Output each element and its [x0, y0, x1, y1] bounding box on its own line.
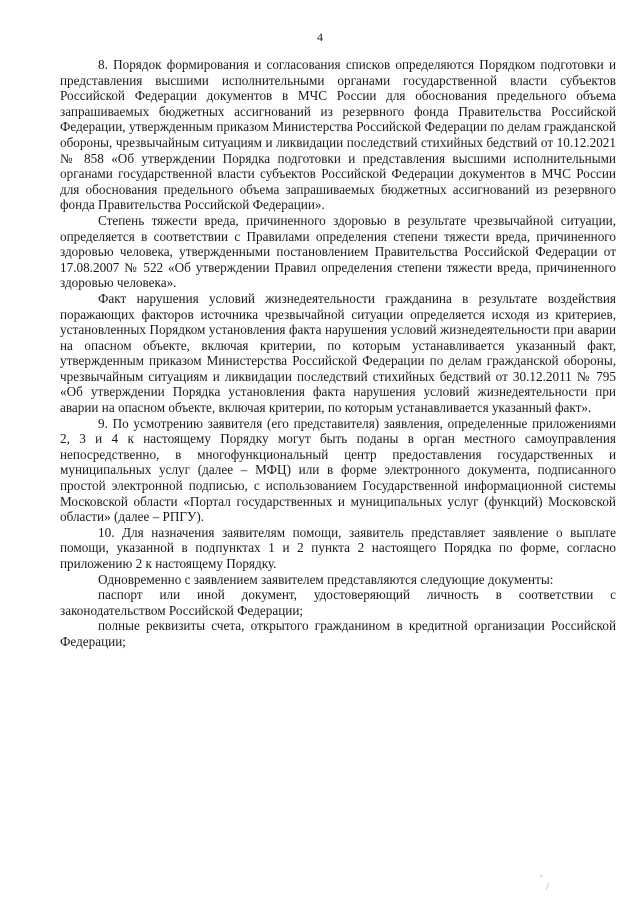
paragraph-10-application: 10. Для назначения заявителям помощи, заявитель представляет заявление о выплате помощи, указанной в подпунктах 1 и 2 пункта 2 настоящего Порядка по форме, согласно приложению 2 к настоящему Порядку.	[60, 524, 616, 571]
scan-mark: ,	[540, 868, 543, 879]
document-body	[60, 57, 616, 650]
list-item-passport: паспорт или иной документ, удостоверяющий личность в соответствии с законодательством Российской Федерации;	[60, 587, 616, 618]
paragraph-9-submission: 9. По усмотрению заявителя (его представителя) заявления, определенные приложениями 2, 3 и 4 к настоящему Порядку могут быть поданы в орган местного самоуправления непосредственно, в многофункциональный центр предоставления государственных и муниципальных услуг (далее – МФЦ) или в форме электронного документа, подписанного простой электронной подписью, с использованием Государственной информационной системы Московской области «Портал государственных и муниципальных услуг (функций) Московской области» (далее – РПГУ).	[60, 415, 616, 525]
list-item-bank-account: полные реквизиты счета, открытого гражданином в кредитной организации Российской Федерации;	[60, 618, 616, 649]
paragraph-living-conditions: Факт нарушения условий жизнедеятельности гражданина в результате воздействия поражающих факторов источника чрезвычайной ситуации определяется исходя из критериев, установленных Порядком установления факта нарушения условий жизнедеятельности при аварии на опасном объекте, включая критерии, по которым устанавливается указанный факт, утвержденным приказом Министерства Российской Федерации по делам гражданской обороны, чрезвычайным ситуациям и ликвидации последствий стихийных бедствий от 30.12.2011 № 795 «Об утверждении Порядка установления факта нарушения условий жизнедеятельности при аварии на опасном объекте, включая критерии, по которым устанавливается указанный факт».	[60, 290, 616, 416]
scan-mark: /	[546, 882, 549, 893]
paragraph-documents-intro: Одновременно с заявлением заявителем представляются следующие документы:	[98, 571, 554, 587]
page-number: 4	[317, 30, 323, 44]
paragraph-harm-severity: Степень тяжести вреда, причиненного здоровью в результате чрезвычайной ситуации, определяется в соответствии с Правилами определения степени тяжести вреда, причиненного здоровью человека, утвержденными постановлением Правительства Российской Федерации от 17.08.2007 № 522 «Об утверждении Правил определения степени тяжести вреда, причиненного здоровью человека».	[60, 212, 616, 291]
paragraph-8-list-procedure: 8. Порядок формирования и согласования списков определяются Порядком подготовки и представления высшими исполнительными органами государственной власти субъектов Российской Федерации документов в МЧС России для обоснования предельного объема запрашиваемых бюджетных ассигнований из резервного фонда Правительства Российской Федерации, утвержденным приказом Министерства Российской Федерации по делам гражданской обороны, чрезвычайным ситуациям и ликвидации последствий стихийных бедствий от 10.12.2021 № 858 «Об утверждении Порядка подготовки и представления высшими исполнительными органами государственной власти субъектов Российской Федерации документов в МЧС России для обоснования предельного объема запрашиваемых бюджетных ассигнований из резервного фонда Правительства Российской Федерации».	[60, 57, 616, 213]
